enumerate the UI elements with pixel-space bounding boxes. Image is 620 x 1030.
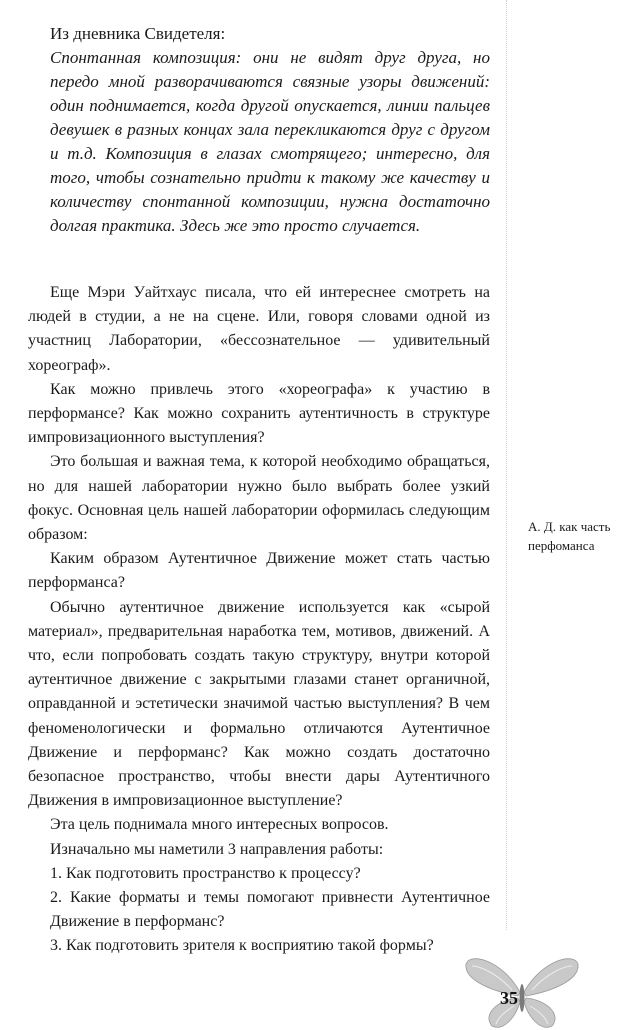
margin-note: А. Д. как часть перфоманса	[528, 519, 611, 553]
list-item-1: 1. Как подготовить пространство к процессу?	[50, 864, 361, 882]
diary-body: Спонтанная композиция: они не видят друг друга, но передо мной разворачиваются связные узоры движений: один поднимается, когда другой опускается, линии пальцев девушек в разных концах зала перекликаются друг с другом и т.д. Композиция в глазах смотрящего; интересно, для того, чтобы сознательно придти к такому же качеству и количеству спонтанной композиции, нужна достаточно долгая практика. Здесь же это просто случается.	[50, 48, 490, 235]
paragraph-7: Изначально мы наметили 3 направления работы:	[50, 840, 384, 858]
paragraph-1: Еще Мэри Уайтхаус писала, что ей интереснее смотреть на людей в студии, а не на сцене. Или, говоря словами одной из участниц Лаборатории, «бессознательное — удивительный хореограф».	[28, 284, 490, 374]
paragraph-3: Это большая и важная тема, к которой необходимо обращаться, но для нашей лаборатории нужно было выбрать более узкий фокус. Основная цель нашей лаборатории оформилась следующим образом:	[28, 453, 490, 544]
butterfly-icon	[462, 950, 582, 1030]
paragraph-4: Каким образом Аутентичное Движение может стать частью перформанса?	[28, 550, 490, 592]
list-item-3: 3. Как подготовить зрителя к восприятию такой формы?	[50, 937, 434, 955]
list-item-2: 2. Какие форматы и темы помогают привнести Аутентичное Движение в перформанс?	[50, 889, 490, 931]
diary-title: Из дневника Свидетеля:	[50, 24, 226, 43]
paragraph-2: Как можно привлечь этого «хореографа» к участию в перформансе? Как можно сохранить аутентичность в структуре импровизационного выступления?	[28, 380, 490, 447]
page-number: 35	[500, 988, 518, 1008]
paragraph-5: Обычно аутентичное движение используется как «сырой материал», предварительная наработка тем, мотивов, движений. А что, если попробовать создать такую структуру, внутри которой аутентичное движение с закрытыми глазами станет органичной, оправданной и эстетически значимой частью выступления? В чем феноменологически и формально отличаются Аутентичное Движение и перформанс? Как можно создать достаточно безопасное пространство, чтобы внести дары Аутентичного Движения в импровизационное выступление?	[28, 598, 490, 810]
margin-divider	[506, 0, 507, 930]
diary-excerpt	[50, 22, 490, 238]
main-text	[28, 281, 490, 959]
paragraph-6: Эта цель поднимала много интересных вопросов.	[50, 816, 389, 834]
